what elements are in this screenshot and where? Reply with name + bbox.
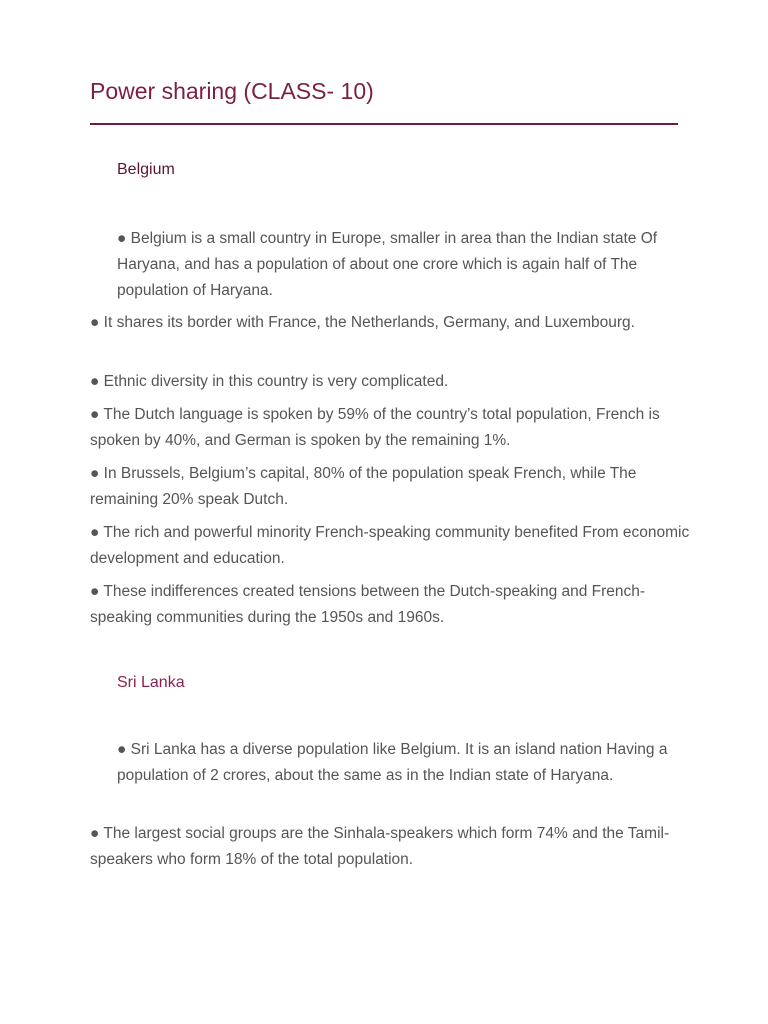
- paragraph: ● Ethnic diversity in this country is very complicated.: [90, 373, 449, 390]
- section-heading-belgium: Belgium: [117, 161, 175, 178]
- paragraph: ● Belgium is a small country in Europe, smaller in area than the Indian state Of Haryana, and has a population of about one crore which is again half of The population of Haryana.: [117, 230, 658, 299]
- paragraph: ● The rich and powerful minority French-speaking community benefited From economic development and education.: [90, 524, 690, 567]
- page-title: Power sharing (CLASS- 10): [90, 78, 374, 104]
- title-divider: [90, 123, 678, 125]
- paragraph: ● These indifferences created tensions between the Dutch-speaking and French-speaking communities during the 1950s and 1960s.: [90, 583, 646, 626]
- paragraph: ● It shares its border with France, the Netherlands, Germany, and Luxembourg.: [90, 314, 635, 331]
- section-heading-sri-lanka: Sri Lanka: [117, 674, 185, 691]
- paragraph: ● Sri Lanka has a diverse population like Belgium. It is an island nation Having a population of 2 crores, about the same as in the Indian state of Haryana.: [117, 741, 668, 784]
- paragraph: ● The largest social groups are the Sinhala-speakers which form 74% and the Tamil-speakers who form 18% of the total population.: [90, 825, 670, 868]
- paragraph: ● The Dutch language is spoken by 59% of the country’s total population, French is spoken by 40%, and German is spoken by the remaining 1%.: [90, 406, 660, 449]
- paragraph: ● In Brussels, Belgium’s capital, 80% of the population speak French, while The remaining 20% speak Dutch.: [90, 465, 637, 508]
